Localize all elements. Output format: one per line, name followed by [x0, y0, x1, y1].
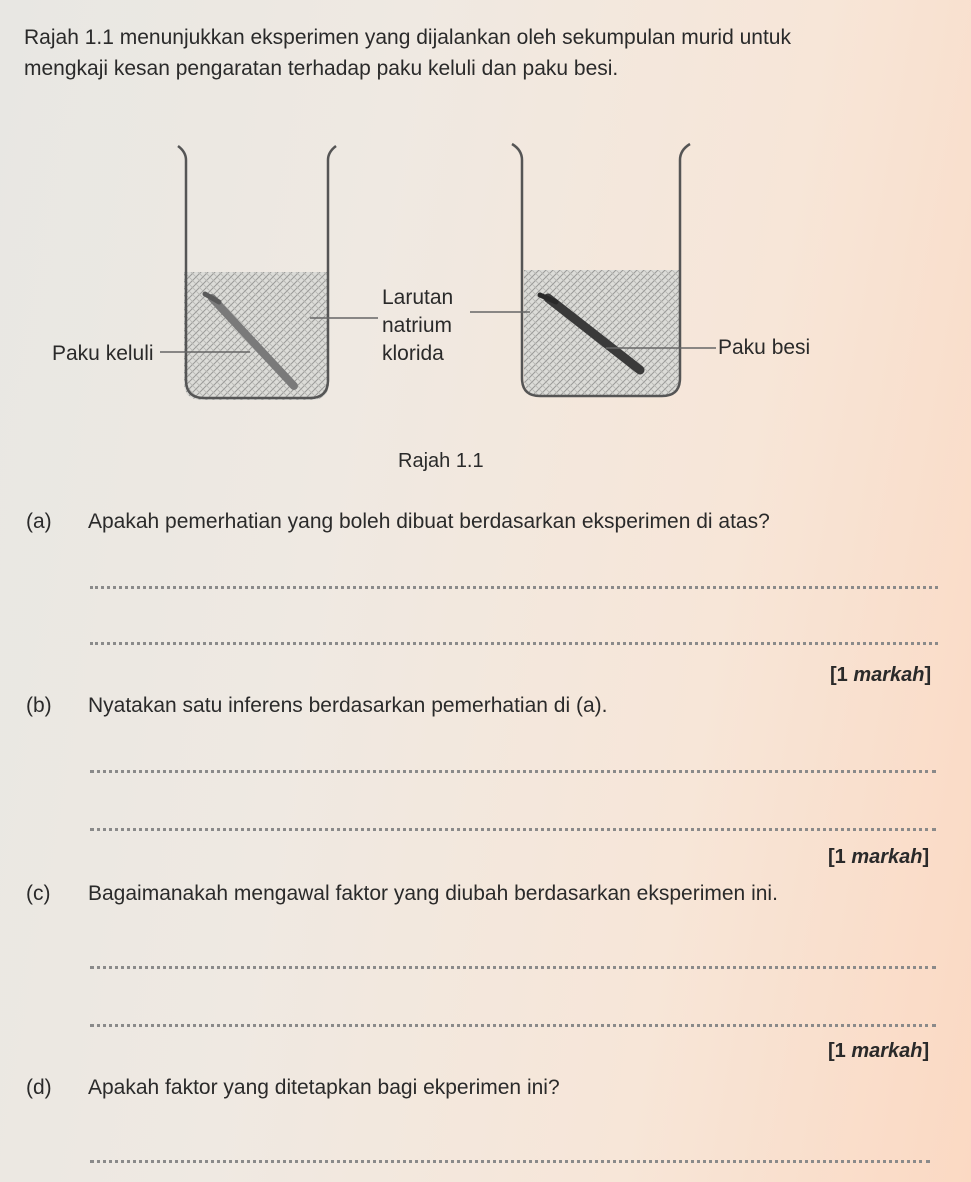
intro-line-2: mengkaji kesan pengaratan terhadap paku keluli dan paku besi. — [24, 57, 619, 80]
question-text: Apakah pemerhatian yang boleh dibuat berdasarkan eksperimen di atas? — [88, 510, 770, 533]
answer-line-d1[interactable] — [90, 1160, 930, 1163]
question-letter: (c) — [26, 882, 51, 905]
question-letter: (d) — [26, 1076, 52, 1099]
question-text: Bagaimanakah mengawal faktor yang diubah berdasarkan eksperimen ini. — [88, 882, 778, 905]
left-solution — [184, 272, 329, 400]
label-steel-nail: Paku keluli — [52, 342, 154, 365]
answer-line-c2[interactable] — [90, 1024, 936, 1027]
label-solution-2: natrium — [382, 314, 453, 337]
left-beaker — [178, 146, 336, 400]
question-letter: (a) — [26, 510, 52, 533]
question-letter: (b) — [26, 694, 52, 717]
intro-paragraph — [24, 22, 924, 84]
answer-line-a1[interactable] — [90, 586, 938, 589]
intro-line-1: Rajah 1.1 menunjukkan eksperimen yang dijalankan oleh sekumpulan murid untuk — [24, 26, 791, 49]
answer-line-a2[interactable] — [90, 642, 938, 645]
right-solution — [524, 270, 679, 396]
mark-allocation-a: [1 markah] — [830, 664, 932, 686]
figure-caption: Rajah 1.1 — [398, 450, 484, 472]
answer-line-b2[interactable] — [90, 828, 936, 831]
mark-allocation-b: [1 markah] — [828, 846, 930, 868]
answer-line-b1[interactable] — [90, 770, 936, 773]
label-solution-1: Larutan — [382, 286, 454, 309]
question-text: Apakah faktor yang ditetapkan bagi ekperimen ini? — [88, 1076, 560, 1099]
experiment-diagram — [0, 130, 971, 450]
mark-allocation-c: [1 markah] — [828, 1040, 930, 1062]
beakers-illustration — [0, 130, 971, 450]
answer-line-c1[interactable] — [90, 966, 936, 969]
label-iron-nail: Paku besi — [718, 336, 811, 359]
question-text: Nyatakan satu inferens berdasarkan pemerhatian di (a). — [88, 694, 608, 717]
right-beaker — [512, 144, 690, 396]
label-solution-3: klorida — [382, 342, 444, 365]
